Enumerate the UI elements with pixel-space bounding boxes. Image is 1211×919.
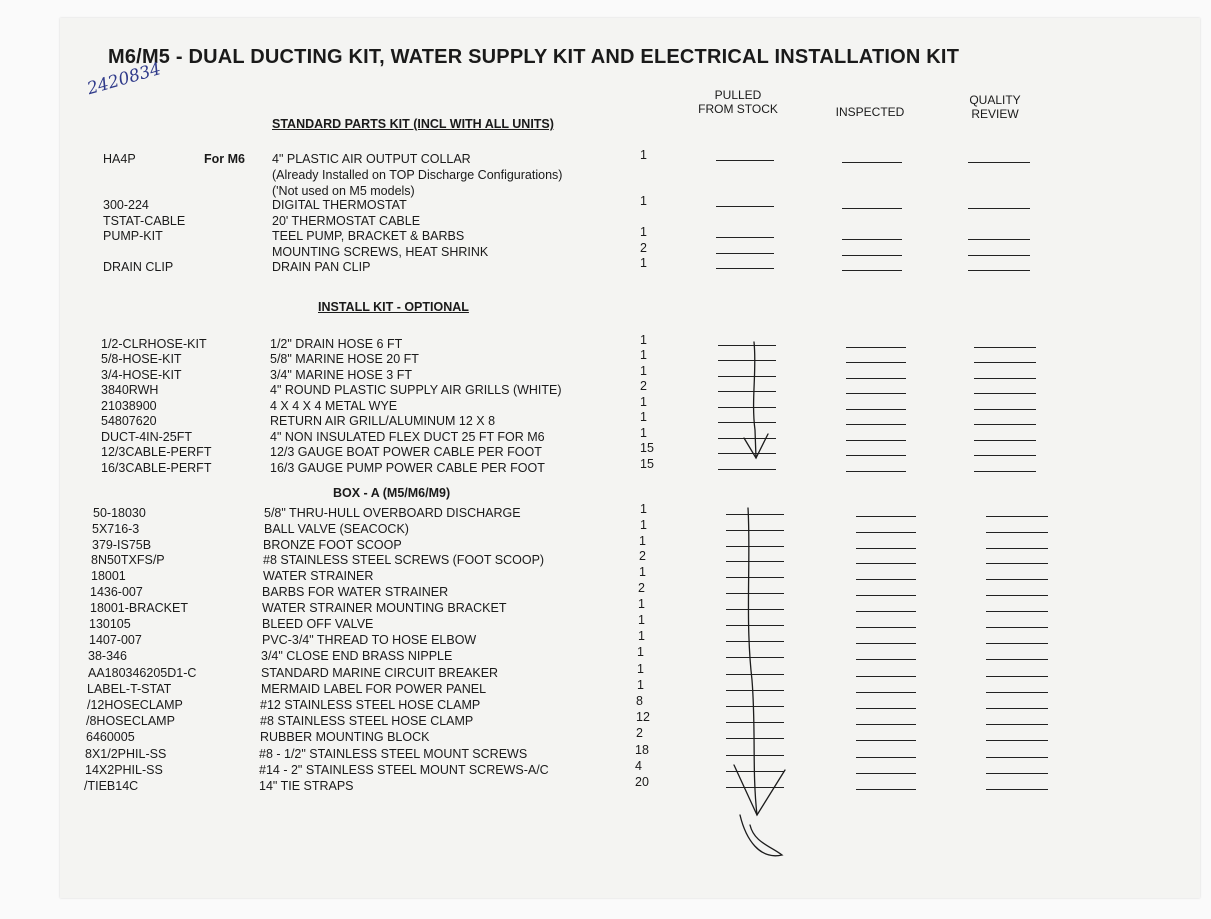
part-description: 3/4" MARINE HOSE 3 FT [270, 368, 412, 382]
quantity: 2 [636, 726, 643, 740]
part-number: HA4P [103, 152, 136, 166]
quantity: 1 [640, 502, 647, 516]
part-description: 5/8" THRU-HULL OVERBOARD DISCHARGE [264, 506, 521, 520]
quantity: 1 [638, 597, 645, 611]
part-number: 54807620 [101, 414, 157, 428]
part-number: 38-346 [88, 649, 127, 663]
quantity: 1 [639, 565, 646, 579]
section-heading-standard-parts: STANDARD PARTS KIT (INCL WITH ALL UNITS) [272, 117, 554, 131]
part-number: 8X1/2PHIL-SS [85, 747, 167, 761]
quantity: 1 [640, 518, 647, 532]
part-number: 300-224 [103, 198, 149, 212]
part-number: 21038900 [101, 399, 157, 413]
quantity: 1 [638, 613, 645, 627]
part-number: 14X2PHIL-SS [85, 763, 163, 777]
part-description: 14" TIE STRAPS [259, 779, 354, 793]
part-description: BARBS FOR WATER STRAINER [262, 585, 449, 599]
part-description: 20' THERMOSTAT CABLE [272, 214, 421, 228]
quantity: 1 [640, 333, 647, 347]
section-heading-install-kit: INSTALL KIT - OPTIONAL [318, 300, 469, 314]
part-description: 4 X 4 X 4 METAL WYE [270, 399, 398, 413]
part-description: 3/4" CLOSE END BRASS NIPPLE [261, 649, 453, 663]
part-number: 3/4-HOSE-KIT [101, 368, 182, 382]
quantity: 1 [640, 256, 647, 270]
quantity: 1 [640, 348, 647, 362]
part-description: #8 STAINLESS STEEL SCREWS (FOOT SCOOP) [263, 553, 545, 567]
part-description: WATER STRAINER MOUNTING BRACKET [262, 601, 507, 615]
part-description: 16/3 GAUGE PUMP POWER CABLE PER FOOT [270, 461, 545, 475]
quantity: 2 [640, 379, 647, 393]
document-title: M6/M5 - DUAL DUCTING KIT, WATER SUPPLY KIT AND ELECTRICAL INSTALLATION KIT [108, 46, 960, 68]
part-description: #8 STAINLESS STEEL HOSE CLAMP [260, 714, 474, 728]
arrow-stroke-lower [748, 508, 757, 815]
column-header-quality-review: QUALITY REVIEW [969, 93, 1021, 121]
part-number: 1436-007 [90, 585, 143, 599]
part-number: 16/3CABLE-PERFT [101, 461, 212, 475]
section-heading-box-a: BOX - A (M5/M6/M9) [333, 486, 451, 500]
quantity: 1 [640, 426, 647, 440]
quantity: 1 [637, 678, 644, 692]
part-number: DRAIN CLIP [103, 260, 174, 274]
part-description: 1/2" DRAIN HOSE 6 FT [270, 337, 403, 351]
part-description: MERMAID LABEL FOR POWER PANEL [261, 682, 487, 696]
part-description: RUBBER MOUNTING BLOCK [260, 730, 430, 744]
part-description: 12/3 GAUGE BOAT POWER CABLE PER FOOT [270, 445, 542, 459]
quantity: 1 [640, 148, 647, 162]
part-number: 3840RWH [101, 383, 159, 397]
part-number: 12/3CABLE-PERFT [101, 445, 212, 459]
quantity: 1 [640, 395, 647, 409]
quantity: 1 [639, 534, 646, 548]
arrow-stroke-upper [754, 342, 756, 458]
column-header-inspected: INSPECTED [835, 105, 905, 119]
part-number: 1/2-CLRHOSE-KIT [101, 337, 207, 351]
quantity: 1 [640, 225, 647, 239]
quantity: 1 [640, 194, 647, 208]
part-description: MOUNTING SCREWS, HEAT SHRINK [272, 245, 489, 259]
part-description: #12 STAINLESS STEEL HOSE CLAMP [260, 698, 481, 712]
part-number: 8N50TXFS/P [91, 553, 165, 567]
quantity: 18 [635, 743, 649, 757]
quantity: 1 [638, 629, 645, 643]
part-description: BLEED OFF VALVE [262, 617, 374, 631]
part-number: 6460005 [86, 730, 135, 744]
part-number: 5/8-HOSE-KIT [101, 352, 182, 366]
part-description: 4" PLASTIC AIR OUTPUT COLLAR [272, 152, 471, 166]
quantity: 1 [637, 645, 644, 659]
quantity: 15 [640, 441, 654, 455]
part-description: WATER STRAINER [263, 569, 374, 583]
part-number: 18001-BRACKET [90, 601, 188, 615]
scribble-lower [740, 815, 782, 856]
part-number: 50-18030 [93, 506, 146, 520]
part-description: BRONZE FOOT SCOOP [263, 538, 402, 552]
quantity: 2 [638, 581, 645, 595]
part-number: TSTAT-CABLE [103, 214, 186, 228]
arrow-head-lower [734, 765, 785, 815]
quantity: 1 [640, 410, 647, 424]
column-header-pulled-from-stock: PULLED FROM STOCK [698, 88, 778, 116]
part-number: /12HOSECLAMP [87, 698, 183, 712]
part-description: #8 - 1/2" STAINLESS STEEL MOUNT SCREWS [259, 747, 528, 761]
part-number: PUMP-KIT [103, 229, 163, 243]
part-description: STANDARD MARINE CIRCUIT BREAKER [261, 666, 499, 680]
part-number: DUCT-4IN-25FT [101, 430, 192, 444]
part-description: BALL VALVE (SEACOCK) [264, 522, 409, 536]
part-description: DRAIN PAN CLIP [272, 260, 371, 274]
quantity: 20 [635, 775, 649, 789]
part-description: 4" ROUND PLASTIC SUPPLY AIR GRILLS (WHITE) [270, 383, 562, 397]
quantity: 15 [640, 457, 654, 471]
quantity: 1 [640, 364, 647, 378]
quantity: 12 [636, 710, 650, 724]
part-description: ('Not used on M5 models) [272, 184, 415, 198]
part-number: 130105 [89, 617, 131, 631]
quantity: 2 [640, 241, 647, 255]
model-tag: For M6 [204, 152, 245, 166]
part-number: /8HOSECLAMP [86, 714, 175, 728]
part-description: DIGITAL THERMOSTAT [272, 198, 407, 212]
quantity: 2 [639, 549, 646, 563]
part-number: LABEL-T-STAT [87, 682, 172, 696]
part-number: 379-IS75B [92, 538, 152, 552]
part-number: 1407-007 [89, 633, 142, 647]
part-description: (Already Installed on TOP Discharge Configurations) [272, 168, 563, 182]
part-description: #14 - 2" STAINLESS STEEL MOUNT SCREWS-A/C [259, 763, 549, 777]
quantity: 1 [637, 662, 644, 676]
part-description: 4" NON INSULATED FLEX DUCT 25 FT FOR M6 [270, 430, 545, 444]
part-number: 5X716-3 [92, 522, 140, 536]
quantity: 8 [636, 694, 643, 708]
part-description: TEEL PUMP, BRACKET & BARBS [272, 229, 465, 243]
part-description: PVC-3/4" THREAD TO HOSE ELBOW [262, 633, 477, 647]
part-number: /TIEB14C [84, 779, 139, 793]
quantity: 4 [635, 759, 642, 773]
handwritten-number: 2420834 [85, 59, 164, 100]
part-description: RETURN AIR GRILL/ALUMINUM 12 X 8 [270, 414, 496, 428]
part-number: AA180346205D1-C [88, 666, 197, 680]
part-number: 18001 [91, 569, 126, 583]
part-description: 5/8" MARINE HOSE 20 FT [270, 352, 419, 366]
